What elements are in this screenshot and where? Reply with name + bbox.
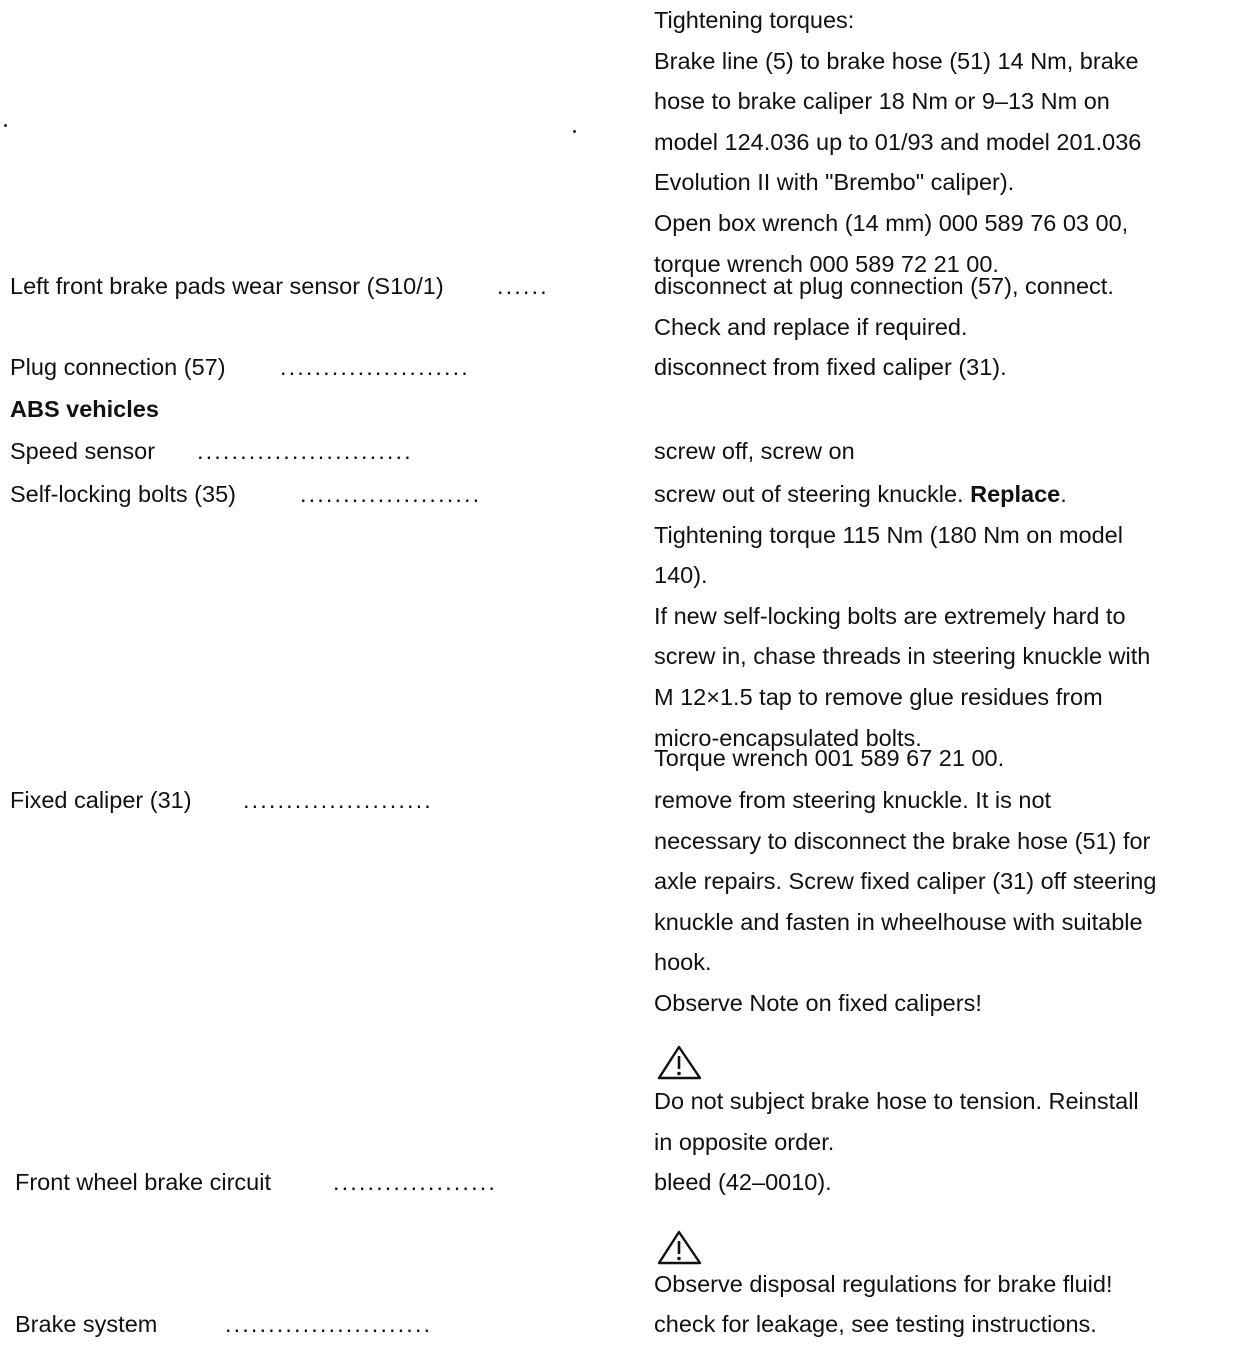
speed-sensor-label [10, 431, 610, 472]
scan-speck [573, 130, 576, 133]
wear-sensor-instruction: disconnect at plug connection (57), connect. [654, 273, 1114, 299]
fixed-caliper-instruction: knuckle and fasten in wheelhouse with suitable [654, 908, 1143, 935]
fixed-caliper-instruction: Observe Note on fixed calipers! [654, 990, 982, 1016]
leader-dots: ...................... [280, 354, 470, 380]
wear-sensor-instruction: Check and replace if required. [654, 313, 968, 340]
leader-dots: ...... [497, 273, 549, 299]
torques-intro-line: model 124.036 up to 01/93 and model 201.036 [654, 128, 1142, 155]
bolts-instruction [654, 474, 1244, 515]
fixed-caliper-label [10, 780, 610, 821]
fixed-caliper-instruction: axle repairs. Screw fixed caliper (31) off steering [654, 868, 1157, 895]
caliper-warning-text: Do not subject brake hose to tension. Reinstall [654, 1088, 1139, 1114]
bolts-instruction: Tightening torque 115 Nm (180 Nm on model [654, 521, 1123, 548]
bleed-label-text: Front wheel brake circuit [15, 1169, 271, 1195]
abs-heading: ABS vehicles [10, 396, 159, 422]
bolts-label [10, 474, 610, 515]
bolts-instruction-end: . [1060, 481, 1067, 507]
speed-sensor-instruction: screw off, screw on [654, 438, 855, 464]
plug-connection-label [10, 347, 610, 388]
wear-sensor-label [10, 266, 610, 307]
fixed-caliper-label-text: Fixed caliper (31) [10, 787, 192, 813]
leader-dots: ...................... [243, 787, 433, 813]
fixed-caliper-instruction: hook. [654, 949, 712, 976]
leader-dots: ........................ [225, 1311, 433, 1337]
bolts-instruction: M 12×1.5 tap to remove glue residues from [654, 684, 1103, 710]
torques-intro-line: torque wrench 000 589 72 21 00. [654, 250, 999, 277]
wear-sensor-label-text: Left front brake pads wear sensor (S10/1) [10, 273, 444, 299]
speed-sensor-label-text: Speed sensor [10, 438, 156, 464]
plug-connection-instruction: disconnect from fixed caliper (31). [654, 354, 1007, 380]
scan-speck [4, 124, 7, 127]
brake-system-label-text: Brake system [15, 1311, 158, 1337]
bolts-label-text: Self-locking bolts (35) [10, 481, 236, 507]
bolts-instruction: Torque wrench 001 589 67 21 00. [654, 745, 1005, 771]
plug-connection-label-text: Plug connection (57) [10, 354, 226, 380]
bleed-warning-text: Observe disposal regulations for brake fluid! [654, 1271, 1113, 1297]
leader-dots: ..................... [300, 481, 482, 507]
leader-dots: ......................... [197, 438, 413, 464]
bolts-instruction-text: screw out of steering knuckle. [654, 481, 971, 507]
bolts-instruction: 140). [654, 562, 708, 589]
warning-triangle-icon [657, 1045, 705, 1081]
fixed-caliper-instruction: necessary to disconnect the brake hose (51) for [654, 827, 1151, 854]
torques-intro-line: Tightening torques: [654, 7, 855, 33]
brake-system-instruction: check for leakage, see testing instructions. [654, 1311, 1097, 1337]
fixed-caliper-instruction: remove from steering knuckle. It is not [654, 787, 1052, 813]
torques-intro-line: Open box wrench (14 mm) 000 589 76 03 00, [654, 210, 1129, 236]
caliper-warning-text: in opposite order. [654, 1128, 835, 1155]
torques-intro-line: Evolution II with "Brembo" caliper). [654, 169, 1015, 196]
bolts-instruction: If new self-locking bolts are extremely hard to [654, 602, 1126, 629]
replace-emphasis: Replace [970, 481, 1061, 507]
bolts-instruction: micro-encapsulated bolts. [654, 724, 922, 751]
warning-triangle-icon [657, 1230, 705, 1266]
torques-intro-line: Brake line (5) to brake hose (51) 14 Nm, brake [654, 47, 1139, 74]
brake-system-label [15, 1304, 615, 1345]
bleed-instruction: bleed (42–0010). [654, 1169, 832, 1195]
bolts-instruction: screw in, chase threads in steering knuckle with [654, 643, 1151, 670]
bleed-label [15, 1162, 615, 1203]
leader-dots: ................... [333, 1169, 497, 1195]
torques-intro-line: hose to brake caliper 18 Nm or 9–13 Nm on [654, 88, 1110, 115]
